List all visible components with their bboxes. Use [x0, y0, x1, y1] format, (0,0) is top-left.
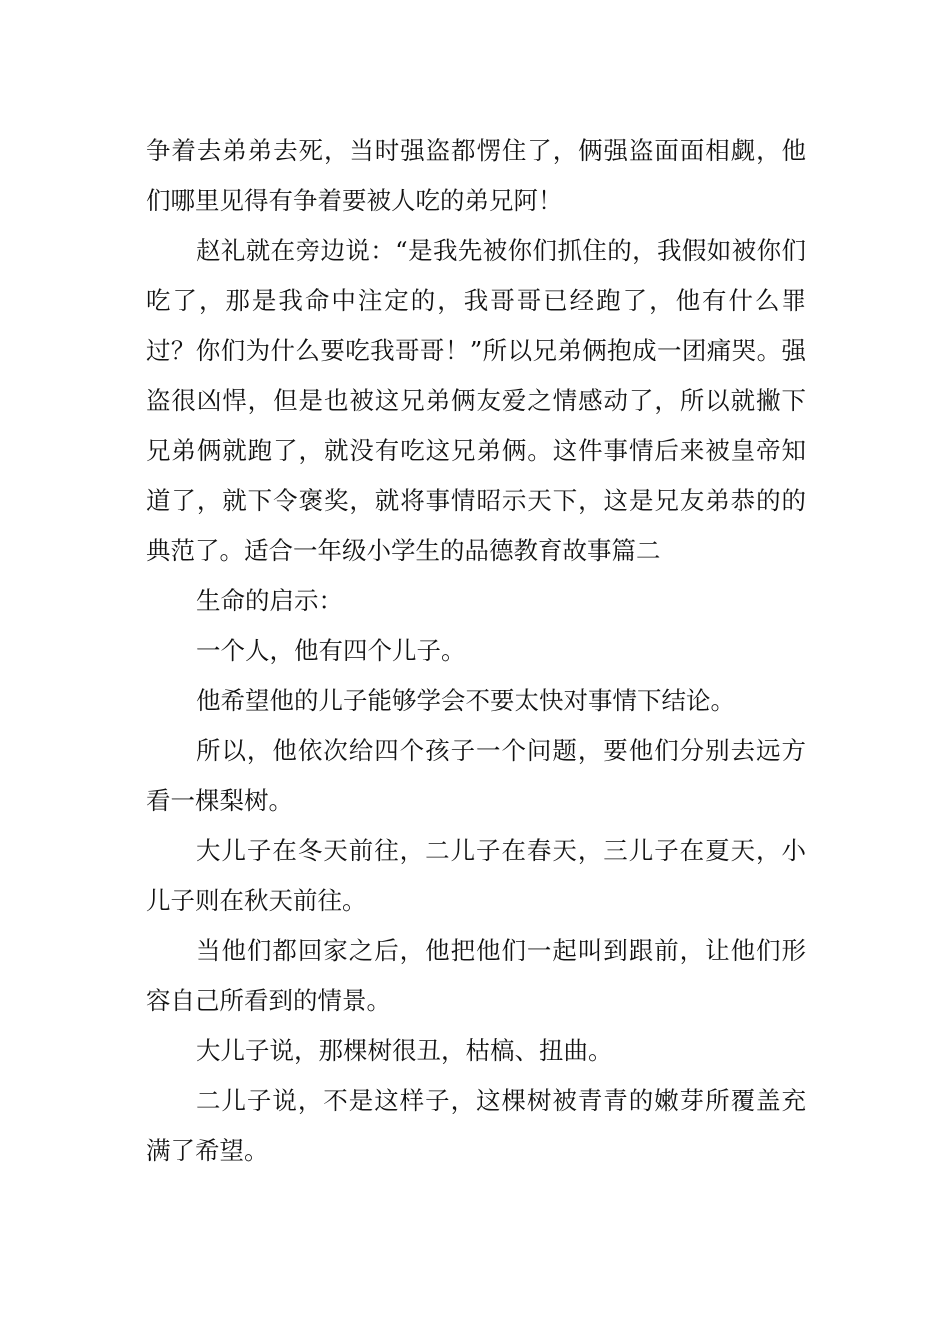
paragraph-9: 大儿子说，那棵树很丑，枯槁、扭曲。	[196, 1036, 613, 1065]
paragraph-4: 一个人，他有四个儿子。	[196, 636, 466, 665]
paragraph-2: 赵礼就在旁边说：“是我先被你们抓住的，我假如被你们吃了，那是我命中注定的，我哥哥已经跑了，他有什么罪过？你们为什么要吃我哥哥！”所以兄弟俩抱成一团痛哭。强盗很凶悍，但是也被这兄弟俩友爱之情感动了，所以就撇下兄弟俩就跑了，就没有吃这兄弟俩。这件事情后来被皇帝知道了，就下令褒奖，就将事情昭示天下，这是兄友弟恭的的典范了。适合一年级小学生的品德教育故事篇二	[146, 236, 806, 565]
paragraph-7: 大儿子在冬天前往，二儿子在春天，三儿子在夏天，小儿子则在秋天前往。	[146, 836, 806, 915]
paragraph-3: 生命的启示：	[196, 586, 343, 615]
paragraph-1: 争着去弟弟去死，当时强盗都愣住了，俩强盗面面相觑，他们哪里见得有争着要被人吃的弟兄阿！	[146, 136, 806, 215]
document-body	[146, 126, 806, 1176]
paragraph-6: 所以，他依次给四个孩子一个问题，要他们分别去远方看一棵梨树。	[146, 736, 806, 815]
paragraph-10: 二儿子说，不是这样子，这棵树被青青的嫩芽所覆盖充满了希望。	[146, 1086, 806, 1165]
paragraph-8: 当他们都回家之后，他把他们一起叫到跟前，让他们形容自己所看到的情景。	[146, 936, 806, 1015]
paragraph-5: 他希望他的儿子能够学会不要太快对事情下结论。	[196, 686, 735, 715]
